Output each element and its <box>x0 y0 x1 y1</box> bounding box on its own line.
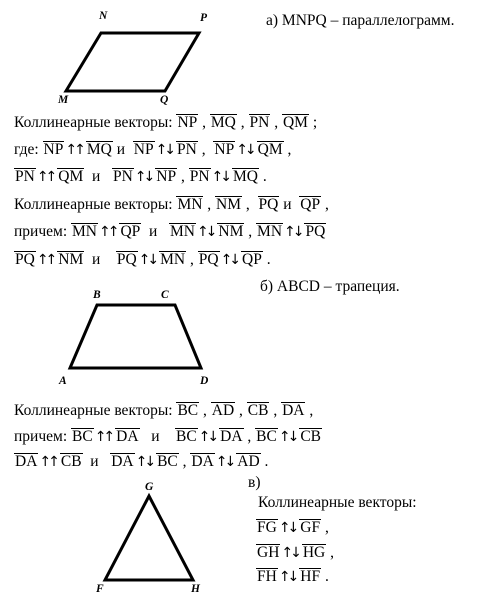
text-fragment: где: <box>14 141 43 158</box>
vector-ad: AD <box>211 402 235 419</box>
text-line <box>14 453 268 471</box>
vector-da: DA <box>282 402 305 419</box>
text-fragment: , <box>197 141 214 158</box>
vector-np: NP <box>43 141 64 158</box>
opposite-symbol: ↑↓ <box>278 429 297 445</box>
vector-cb: CB <box>247 402 269 419</box>
figure-c-title: в) <box>248 474 261 491</box>
text-line <box>14 141 291 159</box>
text-line <box>258 494 417 512</box>
opposite-symbol: ↑↓ <box>278 520 297 536</box>
vector-cb: CB <box>300 428 321 445</box>
codirected-symbol: ↑↑ <box>39 454 57 470</box>
text-fragment: причем: <box>14 428 72 445</box>
opposite-symbol: ↑↓ <box>135 454 154 470</box>
text-fragment: и <box>279 196 300 213</box>
vertex-label-h: H <box>191 583 200 595</box>
vector-pn: PN <box>189 168 210 185</box>
text-line <box>256 544 334 562</box>
text-fragment: , <box>321 519 329 536</box>
text-fragment: Коллинеарные векторы: <box>14 402 177 419</box>
vector-np: NP <box>214 141 235 158</box>
vector-np: NP <box>156 168 177 185</box>
vector-da: DA <box>15 453 38 470</box>
text-fragment: , <box>178 453 191 470</box>
codirected-symbol: ↑↑ <box>36 252 55 268</box>
opposite-symbol: ↑↓ <box>215 454 234 470</box>
codirected-symbol: ↑↑ <box>65 142 83 158</box>
vector-nm: NM <box>58 251 84 268</box>
vector-pq: PQ <box>116 251 137 268</box>
text-fragment: , <box>177 168 189 185</box>
vector-pq: PQ <box>198 251 219 268</box>
codirected-symbol: ↑↑ <box>99 224 117 240</box>
text-fragment: , <box>199 402 211 419</box>
vector-bc: BC <box>175 428 197 445</box>
vector-mn: MN <box>177 196 203 213</box>
vector-pn: PN <box>112 168 133 185</box>
opposite-symbol: ↑↓ <box>220 252 239 268</box>
text-fragment: Коллинеарные векторы: <box>258 494 417 511</box>
text-fragment: причем: <box>14 223 72 240</box>
vector-bc: BC <box>72 428 93 445</box>
text-fragment: и <box>84 168 112 185</box>
vector-da: DA <box>116 428 139 445</box>
vertex-label-q: Q <box>160 94 169 106</box>
vector-nm: NM <box>218 223 244 240</box>
text-fragment: Коллинеарные векторы: <box>14 196 177 213</box>
text-line <box>256 519 329 537</box>
parallelogram-shape <box>66 33 199 91</box>
vector-np: NP <box>133 141 154 158</box>
text-fragment: , <box>305 402 314 419</box>
text-fragment: , <box>235 402 247 419</box>
vector-bc: BC <box>256 428 277 445</box>
vector-da: DA <box>191 453 214 470</box>
text-fragment: Коллинеарные векторы: <box>14 114 177 131</box>
vector-qm: QM <box>58 168 84 185</box>
text-fragment: , <box>186 251 198 268</box>
text-fragment: и <box>139 428 175 445</box>
text-fragment: , <box>270 114 282 131</box>
codirected-symbol: ↑↑ <box>94 429 113 445</box>
vertex-label-g: G <box>145 481 154 493</box>
vertex-label-p: P <box>200 12 208 24</box>
vector-nm: NM <box>216 196 242 213</box>
vector-np: NP <box>177 114 198 131</box>
vector-gh: GH <box>257 544 280 561</box>
vector-fg: FG <box>257 519 277 536</box>
text-fragment: , <box>326 544 334 561</box>
text-line <box>14 251 271 269</box>
text-fragment: , <box>203 196 216 213</box>
vertex-label-b: B <box>93 289 101 301</box>
vector-mn: MN <box>169 223 195 240</box>
text-fragment: , <box>242 196 258 213</box>
text-fragment: и <box>112 141 133 158</box>
vector-mn: MN <box>257 223 283 240</box>
triangle-shape <box>105 496 193 580</box>
opposite-symbol: ↑↓ <box>134 169 153 185</box>
text-fragment: и <box>84 251 116 268</box>
vector-pq: PQ <box>15 251 35 268</box>
vertex-label-d: D <box>200 375 209 387</box>
text-line <box>14 114 317 132</box>
vector-pn: PN <box>177 141 197 158</box>
vector-pn: PN <box>15 168 35 185</box>
vector-cb: CB <box>60 453 82 470</box>
vector-qp: QP <box>120 223 141 240</box>
opposite-symbol: ↑↓ <box>198 429 217 445</box>
vector-qm: QM <box>282 114 308 131</box>
vector-gf: GF <box>300 519 321 536</box>
vertex-label-m: M <box>58 94 69 106</box>
opposite-symbol: ↑↓ <box>138 252 157 268</box>
vertex-label-a: A <box>59 375 67 387</box>
vector-qp: QP <box>242 251 262 268</box>
text-fragment: , <box>236 114 249 131</box>
opposite-symbol: ↑↓ <box>278 569 297 585</box>
vector-mq: MQ <box>86 141 112 158</box>
vector-mq: MQ <box>233 168 258 185</box>
opposite-symbol: ↑↓ <box>284 224 302 240</box>
text-line <box>14 196 329 214</box>
vertex-label-n: N <box>99 10 108 22</box>
vector-pn: PN <box>249 114 270 131</box>
text-fragment: , <box>198 114 210 131</box>
text-line <box>14 223 326 241</box>
text-line <box>14 402 313 420</box>
vertex-label-c: C <box>161 289 169 301</box>
vertex-label-f: F <box>96 583 104 595</box>
vector-qp: QP <box>300 196 321 213</box>
vector-da: DA <box>111 453 134 470</box>
figure-a-title: а) MNPQ – параллелограмм. <box>266 12 455 29</box>
text-fragment: , <box>321 196 329 213</box>
text-line <box>256 568 329 586</box>
vector-bc: BC <box>157 453 178 470</box>
vector-ad: AD <box>237 453 260 470</box>
text-fragment: . <box>260 453 269 470</box>
vector-mn: MN <box>160 251 186 268</box>
text-fragment: и <box>141 223 169 240</box>
text-line <box>14 168 267 186</box>
vector-pq: PQ <box>305 223 326 240</box>
opposite-symbol: ↑↓ <box>281 545 299 561</box>
codirected-symbol: ↑↑ <box>36 169 55 185</box>
opposite-symbol: ↑↓ <box>236 142 254 158</box>
text-fragment: . <box>262 251 271 268</box>
text-fragment: ; <box>308 114 318 131</box>
vector-hf: HF <box>300 568 321 585</box>
opposite-symbol: ↑↓ <box>211 169 229 185</box>
vector-qm: QM <box>257 141 283 158</box>
text-fragment: , <box>243 428 256 445</box>
text-fragment: и <box>82 453 111 470</box>
opposite-symbol: ↑↓ <box>196 224 215 240</box>
vector-mq: MQ <box>210 114 236 131</box>
vector-hg: HG <box>302 544 326 561</box>
text-fragment: , <box>269 402 282 419</box>
text-fragment: . <box>321 568 329 585</box>
vector-pq: PQ <box>258 196 279 213</box>
vector-mn: MN <box>72 223 97 240</box>
text-fragment: . <box>258 168 267 185</box>
vector-fh: FH <box>257 568 277 585</box>
vector-bc: BC <box>177 402 199 419</box>
figure-b-title: б) ABCD – трапеция. <box>260 278 400 295</box>
text-fragment: , <box>244 223 257 240</box>
opposite-symbol: ↑↓ <box>155 142 174 158</box>
trapezoid-shape <box>70 305 201 368</box>
text-fragment: , <box>283 141 292 158</box>
text-line <box>14 428 322 446</box>
vector-da: DA <box>220 428 243 445</box>
